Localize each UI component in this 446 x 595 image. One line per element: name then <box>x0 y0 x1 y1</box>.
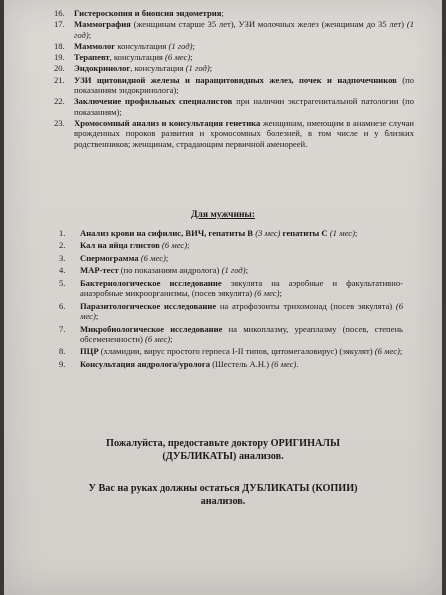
item-text: гепатиты С <box>280 228 328 238</box>
item-text: (6 мес) <box>254 288 280 299</box>
list-item <box>59 265 403 276</box>
item-text: (женщинам старше 35 лет), УЗИ молочных желез (женщинам до 35 лет) <box>130 19 407 30</box>
item-text: на микоплазму, уреаплазму (посев, степень обсемененности) <box>80 323 403 344</box>
item-text: Заключение профильных специалистов <box>74 96 233 107</box>
list-item <box>59 228 403 238</box>
item-text: при наличии экстрагенитальной патологии (по показаниям); <box>74 96 414 117</box>
item-number: 20. <box>54 63 65 74</box>
item-text: Гистероскопия и биопсия эндометрия <box>74 8 222 18</box>
item-text: (хламидии, вирус простого герпеса I-II типов, цитомегаловирус) (эякулят) <box>98 346 375 357</box>
footer-note-duplicates <box>4 482 442 508</box>
item-number: 8. <box>59 346 66 357</box>
footer-line: (ДУБЛИКАТЫ) анализов. <box>162 451 284 462</box>
list-item <box>59 358 403 369</box>
item-text: . <box>296 358 299 369</box>
item-text: MAP-тест <box>80 265 119 276</box>
list-item <box>54 8 414 18</box>
item-number: 7. <box>59 323 66 334</box>
item-text: ; <box>399 346 403 357</box>
item-number: 18. <box>54 40 65 51</box>
item-text: (6 мес) <box>271 358 297 369</box>
item-text: ; <box>209 63 213 74</box>
item-number: 16. <box>54 8 65 18</box>
item-text: (6 мес) <box>159 240 188 251</box>
list-item <box>54 40 414 51</box>
item-text: Бактериологическое исследование <box>80 277 222 288</box>
item-text: ; <box>187 240 190 251</box>
item-text: Эндокринолог <box>74 63 131 74</box>
item-text: , консультация <box>109 52 166 63</box>
list-item <box>54 96 414 117</box>
list-item <box>54 63 414 74</box>
item-text: Анализ крови на сифилис, ВИЧ, гепатиты В <box>80 228 254 238</box>
item-number: 17. <box>54 19 65 30</box>
item-text: (по показаниям эндокринолога); <box>74 74 414 96</box>
item-number: 19. <box>54 52 65 63</box>
item-number: 4. <box>59 265 66 276</box>
women-tests-list <box>54 8 414 150</box>
item-text: ; <box>192 40 195 51</box>
item-text: ; <box>221 8 224 18</box>
list-item <box>54 74 414 96</box>
item-text: эякулята на аэробные и факультативно-анаэробные микроорганизмы, (посев эякулята) <box>80 277 404 299</box>
item-text: ; <box>95 311 99 322</box>
item-text: на атрофозоиты трихомонад (посев эякулята) <box>216 300 396 311</box>
item-text: Терапевт <box>74 52 110 63</box>
item-text: консультация <box>115 40 169 51</box>
item-text: (6 мес) <box>374 346 400 357</box>
item-text: Кал на яйца глистов <box>80 240 160 251</box>
item-text: ; <box>190 52 193 63</box>
list-item <box>54 52 414 63</box>
footer-line: У Вас на руках должны остаться ДУБЛИКАТЫ (КОПИИ) <box>88 483 358 494</box>
footer-line: анализов. <box>200 496 246 507</box>
item-text: ; <box>170 333 173 344</box>
item-text: Консультация андролога/уролога <box>80 358 211 369</box>
item-text: Маммолог <box>74 40 116 51</box>
item-text: Спермограмма <box>80 252 139 263</box>
item-text: ; <box>245 265 249 276</box>
item-number: 23. <box>54 117 65 128</box>
item-number: 22. <box>54 96 65 107</box>
footer-line: Пожалуйста, предоставьте доктору ОРИГИНАЛЫ <box>106 438 340 449</box>
list-item <box>59 240 403 251</box>
list-item <box>59 323 403 345</box>
item-text: (1 год) <box>185 63 210 74</box>
item-number: 21. <box>54 74 65 85</box>
item-number: 1. <box>59 228 66 238</box>
item-text: ; <box>354 228 358 238</box>
item-text: (по показаниям андролога) <box>118 265 222 276</box>
item-text: (1 год) <box>221 265 246 276</box>
list-item <box>54 117 414 149</box>
item-number: 3. <box>59 252 66 263</box>
list-item <box>59 346 403 357</box>
item-text: (6 мес) <box>144 333 171 344</box>
item-text: (1 год) <box>74 19 414 40</box>
item-text: (1 год) <box>168 40 193 51</box>
item-text: ; <box>279 288 282 299</box>
item-text: женщинам, имеющим в анамнезе случаи врожденных пороков развития и хромосомных болезней, в том числе и у близких родственников; женщинам, страдающим первичной аменореей. <box>74 117 414 149</box>
item-text: ; <box>165 252 169 263</box>
list-item <box>54 19 414 40</box>
item-number: 9. <box>59 358 66 369</box>
item-text: (6 мес) <box>138 252 166 263</box>
item-number: 2. <box>59 240 66 251</box>
item-text: Хромосомный анализ и консультация генетика <box>74 117 261 128</box>
item-text: (Шестель А.Н.) <box>210 358 272 369</box>
document-page <box>4 0 442 595</box>
footer-note-originals <box>4 437 442 463</box>
item-text: , консультация <box>130 63 186 74</box>
item-number: 5. <box>59 277 66 288</box>
men-tests-list <box>59 228 404 371</box>
item-text: (1 мес) <box>327 228 355 238</box>
item-text: Маммография <box>74 19 131 30</box>
men-section-title: Для мужчины: <box>190 210 255 220</box>
item-text: (6 мес) <box>80 300 403 322</box>
item-text: Микробиологическое исследование <box>80 323 223 334</box>
item-number: 6. <box>59 300 66 311</box>
list-item <box>59 277 404 299</box>
item-text: ; <box>88 29 92 40</box>
item-text: Паразитологическое исследование <box>80 300 217 311</box>
list-item <box>59 252 403 263</box>
item-text: (3 мес) <box>253 228 281 238</box>
item-text: УЗИ щитовидной железы и паращитовидных желез, почек и надпочечников <box>74 74 397 85</box>
item-text: ПЦР <box>80 346 99 357</box>
list-item <box>59 300 403 322</box>
item-text: (6 мес) <box>165 52 191 63</box>
